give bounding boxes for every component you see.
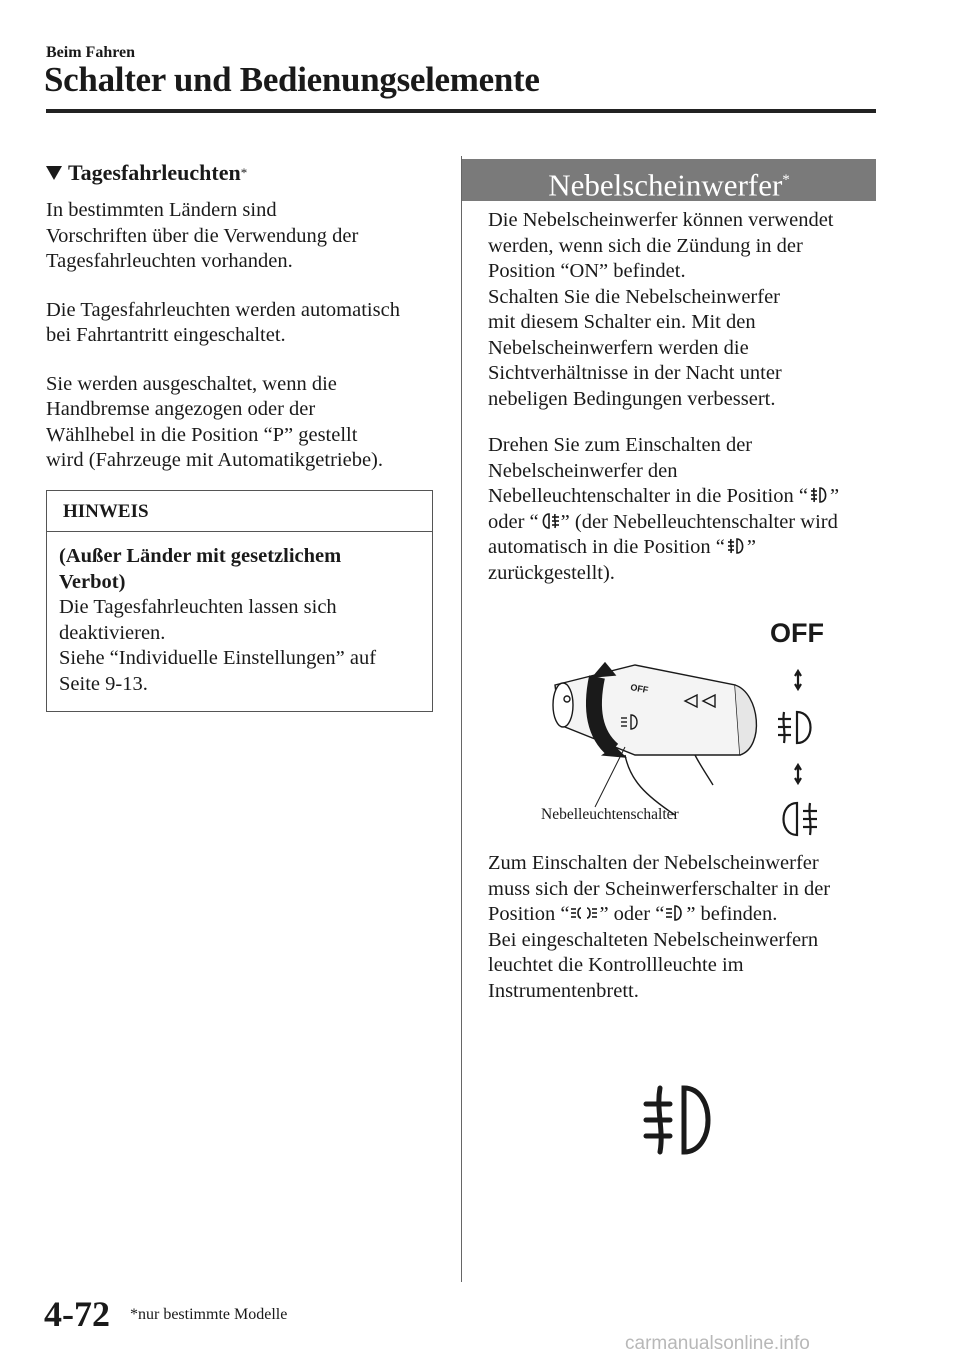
fog-paragraph-1: Die Nebelscheinwerfer können verwendet werden, wenn sich die Zündung in der Position “ON” befindet. Schalten Sie die Nebelscheinwerfer mit diesem Schalter ein. Mit den Nebelscheinwerfern werden die Sichtverhältnisse in der Nacht unter nebeligen Bedingungen verbessert. [488, 209, 834, 410]
subsection-heading-text: Tagesfahrleuchten [68, 160, 241, 185]
fog-p2-line5 [488, 535, 880, 561]
note-text: Die Tagesfahrleuchten lassen sich deaktivieren. Siehe “Individuelle Einstellungen” auf Seite 9-13. [59, 596, 377, 695]
footnote-mark: * [782, 172, 790, 188]
header-rule [46, 109, 876, 113]
note-label: HINWEIS [47, 491, 432, 532]
fog-paragraph-3 [488, 851, 880, 1004]
text-span: ” befinden. [686, 903, 778, 925]
section-banner-text: Nebelscheinwerfer [548, 167, 783, 203]
paragraph-2: Die Tagesfahrleuchten werden automatisch bei Fahrtantritt eingeschaltet. [46, 298, 400, 346]
note-body [47, 532, 432, 697]
watermark: carmanualsonline.info [625, 1333, 810, 1354]
triangle-bullet-icon [46, 166, 62, 180]
text-span: ” oder “ [599, 903, 665, 925]
front-fog-light-icon [725, 537, 747, 555]
fog-p2-line4 [488, 510, 880, 536]
note-box [46, 490, 433, 712]
text-span: ” (der Nebelleuchtenschalter wird [560, 510, 838, 533]
note-subheading: (Außer Länder mit gesetzlichem Verbot) [59, 545, 342, 593]
text-span: Nebelleuchtenschalter in die Position “ [488, 485, 808, 507]
fog-p2-line2: Nebelscheinwerfer den [488, 459, 678, 482]
fog-p3-line5: leuchtet die Kontrollleuchte im [488, 954, 744, 976]
footnote-mark: * [240, 165, 248, 180]
section-banner [462, 159, 876, 201]
rear-fog-light-icon [539, 512, 561, 530]
page-title: Schalter und Bedienungselemente [44, 60, 540, 99]
subsection-heading [46, 160, 436, 186]
column-divider [461, 156, 462, 1282]
text-span: oder “ [488, 510, 539, 533]
fog-p2-line3 [488, 484, 880, 510]
fog-p3-line6: Instrumentenbrett. [488, 979, 639, 1002]
svg-text:OFF: OFF [629, 682, 650, 696]
figure-callout-label: Nebelleuchtenschalter [541, 806, 679, 823]
figure-off-label: OFF [770, 618, 824, 648]
page-number: 4-72 [44, 1294, 110, 1334]
text-span: ” [746, 536, 756, 558]
paragraph-3: Sie werden ausgeschaltet, wenn die Handbremse angezogen oder der Wählhebel in die Position “P” gestellt wird (Fahrzeuge mit Automatikgetriebe). [46, 372, 384, 471]
fog-paragraph-2 [488, 433, 880, 586]
fog-p3-line3 [488, 902, 880, 928]
fog-p2-line6: zurückgestellt). [488, 561, 615, 584]
fog-p3-line2: muss sich der Scheinwerferschalter in der [488, 877, 831, 900]
text-span: ” [829, 485, 840, 507]
text-span: automatisch in die Position “ [488, 536, 725, 558]
text-span: Position “ [488, 903, 570, 925]
front-fog-light-icon [808, 486, 830, 504]
paragraph-1: In bestimmten Ländern sind Vorschriften über die Verwendung der Tagesfahrleuchten vorhanden. [46, 199, 359, 272]
fog-p3-line1: Zum Einschalten der Nebelscheinwerfer [488, 852, 819, 874]
footnote: *nur bestimmte Modelle [130, 1306, 288, 1323]
headlight-icon [664, 904, 686, 922]
parking-light-icon [569, 904, 599, 922]
section-label: Beim Fahren [46, 44, 136, 61]
front-fog-indicator-icon [640, 1080, 720, 1160]
fog-p3-line4: Bei eingeschalteten Nebelscheinwerfern [488, 928, 819, 951]
fog-p2-line1: Drehen Sie zum Einschalten der [488, 434, 753, 456]
left-column [46, 160, 436, 497]
